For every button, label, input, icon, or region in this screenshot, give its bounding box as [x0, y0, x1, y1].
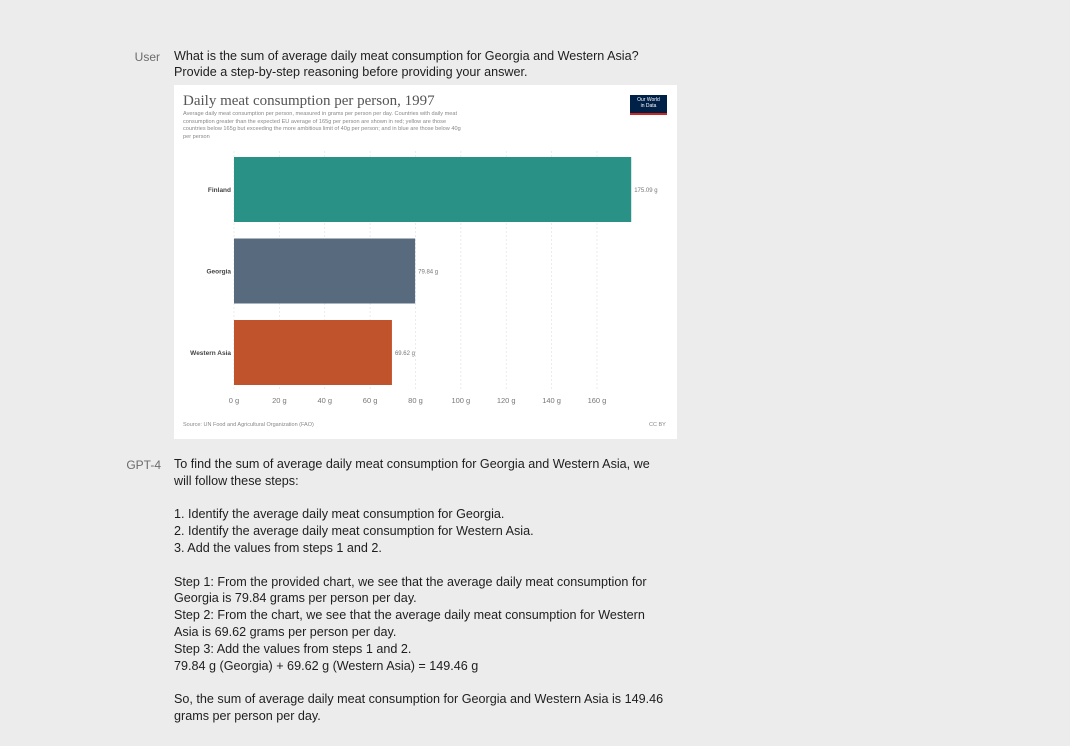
x-tick-label: 100 g [451, 396, 471, 405]
assistant-line: grams per person per day. [174, 708, 321, 723]
user-message-line: Provide a step-by-step reasoning before providing your answer. [174, 65, 528, 79]
chart-subtitle-line: countries below 165g but exceeding the more ambitious limit of 40g per person; and in blue are those below 40g [183, 126, 461, 133]
chart-title: Daily meat consumption per person, 1997 [183, 93, 435, 109]
chart-image [174, 85, 677, 439]
assistant-line: 1. Identify the average daily meat consumption for Georgia. [174, 507, 505, 522]
owid-logo: Our World in Data [630, 95, 667, 115]
category-label: Western Asia [190, 350, 231, 357]
assistant-line: will follow these steps: [174, 473, 299, 488]
x-tick-label: 40 g [317, 396, 333, 405]
bar-georgia [234, 239, 415, 304]
value-label: 175.09 g [634, 188, 658, 194]
assistant-line: 79.84 g (Georgia) + 69.62 g (Western Asia) = 149.46 g [174, 658, 479, 673]
assistant-line: 3. Add the values from steps 1 and 2. [174, 540, 382, 555]
x-tick-label: 60 g [362, 396, 378, 405]
assistant-line: 2. Identify the average daily meat consumption for Western Asia. [174, 524, 534, 539]
x-tick-label: 20 g [272, 396, 287, 405]
value-label: 69.62 g [394, 351, 415, 357]
user-message-text [174, 48, 694, 80]
assistant-line: Asia is 69.62 grams per person per day. [174, 624, 397, 639]
category-label: Finland [207, 187, 231, 194]
assistant-line: Georgia is 79.84 grams per person per day. [174, 591, 417, 606]
chart-source: Source: UN Food and Agricultural Organization (FAO) [183, 422, 314, 428]
assistant-paragraph [174, 574, 694, 675]
assistant-paragraph [174, 506, 694, 556]
x-tick-label: 0 g [228, 396, 240, 405]
chart-subtitle-line: consumption greater than the expected EU average of 165g per person are shown in red; yellow are those [183, 118, 447, 125]
bar-finland [234, 157, 631, 222]
x-tick-label: 160 g [587, 396, 607, 405]
assistant-message-text [174, 456, 694, 742]
chart-license: CC BY [649, 422, 666, 428]
assistant-line: To find the sum of average daily meat consumption for Georgia and Western Asia, we [174, 457, 650, 471]
x-tick-label: 120 g [496, 396, 516, 405]
chart-subtitle [183, 111, 613, 141]
chart-subtitle-line: Average daily meat consumption per person, measured in grams per person per day. Countries with daily meat [183, 111, 458, 117]
chart-subtitle-line: per person [183, 133, 210, 140]
x-tick-label: 140 g [542, 396, 561, 405]
assistant-paragraph [174, 691, 694, 725]
assistant-line: Step 3: Add the values from steps 1 and 2. [174, 641, 412, 656]
value-label: 79.84 g [418, 269, 439, 276]
bar-western-asia [234, 320, 392, 385]
assistant-role-label: GPT-4 [126, 458, 161, 472]
category-label: Georgia [206, 268, 231, 276]
assistant-line: Step 1: From the provided chart, we see that the average daily meat consumption for [174, 574, 647, 589]
assistant-line: So, the sum of average daily meat consumption for Georgia and Western Asia is 149.46 [174, 692, 664, 707]
user-role-label: User [134, 50, 160, 64]
x-tick-label: 80 g [408, 396, 423, 405]
assistant-paragraph [174, 456, 694, 490]
assistant-line: Step 2: From the chart, we see that the average daily meat consumption for Western [174, 608, 645, 623]
user-message-line: What is the sum of average daily meat consumption for Georgia and Western Asia? [174, 49, 639, 63]
